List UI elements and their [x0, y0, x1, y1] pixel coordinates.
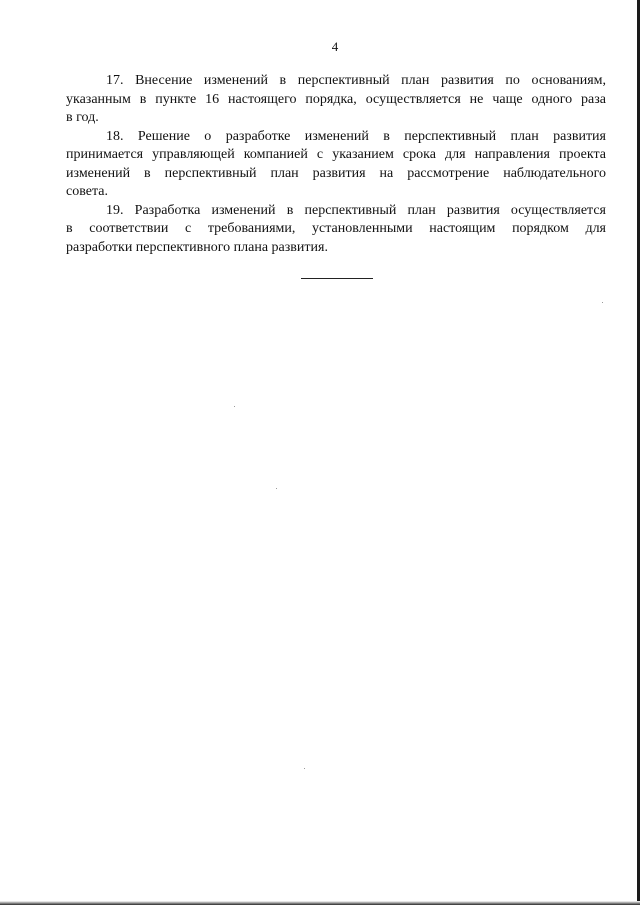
scan-speck	[234, 406, 235, 407]
scan-edge-bottom	[0, 901, 640, 905]
paragraph-line: 19. Разработка изменений в перспективный план развития осуществляется	[106, 202, 606, 218]
paragraph-line: в год.	[66, 110, 99, 125]
paragraph-19	[66, 202, 606, 258]
page-number: 4	[331, 39, 339, 54]
paragraph-line: в соответствии с требованиями, установленными настоящим порядком для	[66, 221, 606, 236]
scan-speck	[602, 302, 603, 303]
paragraph-17	[66, 72, 606, 128]
paragraph-line: разработки перспективного плана развития.	[66, 239, 328, 255]
paragraph-line: совета.	[66, 184, 108, 199]
paragraph-line: 18. Решение о разработке изменений в перспективный план развития	[106, 128, 606, 144]
document-body	[66, 72, 606, 257]
paragraph-line: изменений в перспективный план развития на рассмотрение наблюдательного	[66, 165, 606, 181]
paragraph-line: указанным в пункте 16 настоящего порядка, осуществляется не чаще одного раза	[66, 91, 606, 107]
paragraph-18	[66, 128, 606, 202]
end-divider-line	[301, 278, 373, 279]
scan-speck	[304, 768, 305, 769]
paragraph-line: 17. Внесение изменений в перспективный план развития по основаниям,	[106, 73, 606, 88]
scan-speck	[276, 488, 277, 489]
paragraph-line: принимается управляющей компанией с указанием срока для направления проекта	[66, 147, 606, 162]
